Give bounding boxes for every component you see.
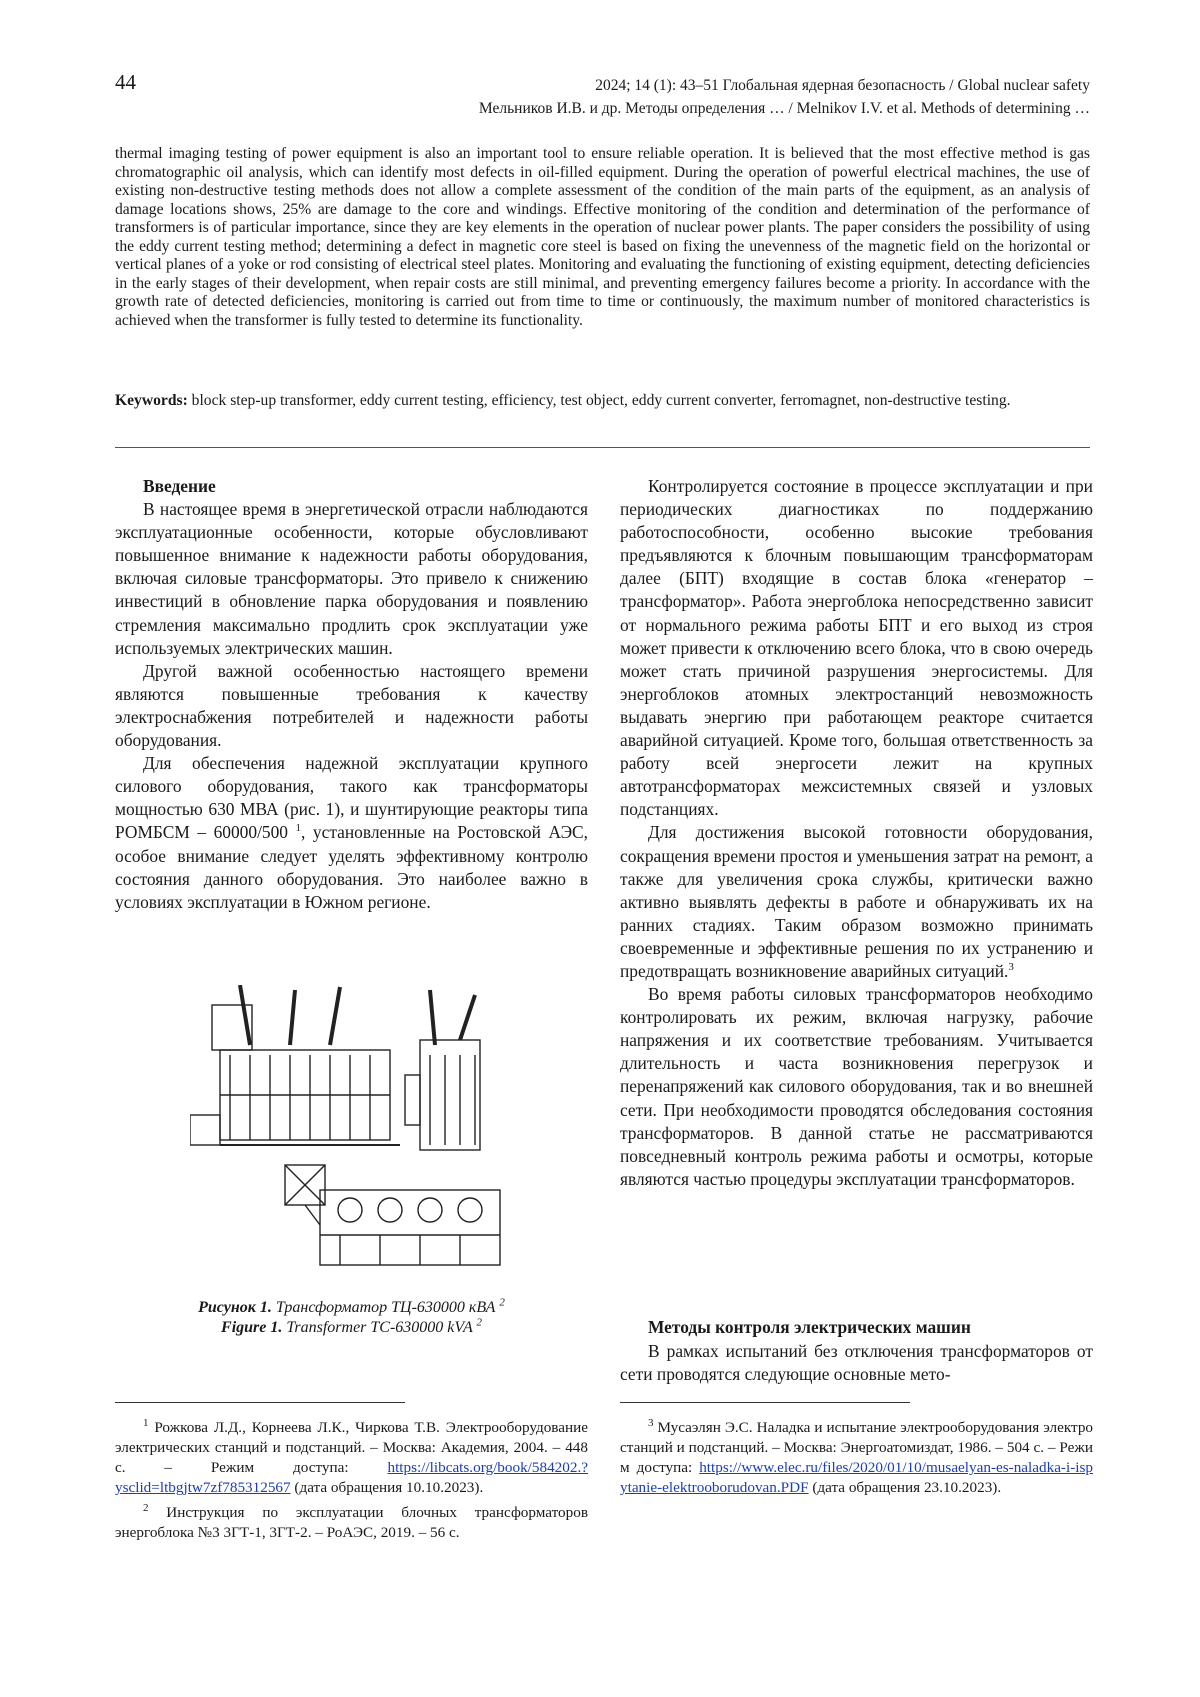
paragraph: Контролируется состояние в процессе эксплуатации и при периодических диагностиках по поддержанию работоспособности, особенно высокие требования предъявляются к блочным повышающим трансформаторам далее (БПТ) входящие в состав блока «генератор – трансформатор». Работа энергоблока непосредственно зависит от нормального режима работы БПТ и его выход из строя может привести к отключению всего блока, что в свою очередь может стать причиной разрушения энергосистемы. Для энергоблоков атомных электростанций невозможность выдавать энергию при работающем реакторе считается аварийной ситуацией. Кроме того, большая ответственность за работу всей энергосети лежит на крупных автотрансформаторах межсистемных связей и узловых подстанциях. — [620, 475, 1093, 821]
footnote-ref[interactable]: 1 — [296, 823, 302, 835]
caption-label: Figure 1. — [221, 1319, 282, 1336]
page-number: 44 — [115, 70, 136, 95]
methods-heading: Методы контроля электрических машин — [620, 1317, 1093, 1338]
footnote-text: Рожкова Л.Д., Корнеева Л.К., Чиркова Т.В. Электрооборудование электрических станций и подстанций. – Москва: Академия, 2004. – 448 с. – Режим доступа: — [115, 1419, 588, 1476]
intro-heading: Введение — [115, 475, 588, 498]
footnote-date: (дата обращения 23.10.2023). — [812, 1479, 1001, 1496]
footnote — [115, 1413, 588, 1498]
footnote-date: (дата обращения 10.10.2023). — [294, 1479, 483, 1496]
paragraph — [620, 821, 1093, 983]
footnote-ref[interactable]: 2 — [499, 1297, 505, 1309]
footnote-text: Инструкция по эксплуатации блочных трансформаторов энергоблока №3 3ГТ-1, 3ГТ-2. – РоАЭС, 2019. – 56 с. — [115, 1504, 588, 1541]
top-view-tank — [320, 1190, 500, 1265]
text: Для достижения высокой готовности оборудования, сокращения времени простоя и уменьшения затрат на ремонт, а также для увеличения срока службы, критически важно активно выявлять дефекты в работе и обнаруживать их на ранних стадиях. Таким образом возможно принимать своевременные и эффективные решения по их устранению и предотвращать возникновение аварийных ситуаций. — [620, 822, 1093, 981]
keywords-label: Keywords: — [115, 392, 188, 409]
end-view — [420, 1040, 480, 1150]
right-column-continued — [620, 1340, 1093, 1386]
footnote-link[interactable]: https://www.elec.ru/files/2020/01/10/musaelyan-es-naladka-i-ispytanie-elektrooborudovan.PDF — [620, 1459, 1093, 1496]
figure-caption — [115, 1298, 588, 1338]
footnote-number: 1 — [143, 1417, 149, 1429]
left-column — [115, 475, 588, 914]
caption-ru — [115, 1298, 588, 1318]
footnotes-left — [115, 1413, 588, 1543]
bushing — [330, 987, 340, 1045]
footnote — [115, 1498, 588, 1543]
footnote-number: 3 — [648, 1417, 654, 1429]
journal-header: 2024; 14 (1): 43–51 Глобальная ядерная безопасность / Global nuclear safety — [595, 77, 1090, 95]
footnote-number: 2 — [143, 1502, 149, 1514]
footnote-link[interactable]: https://libcats.org/book/584202.?ysclid=ltbgjtw7zf785312567 — [115, 1459, 588, 1496]
section-divider — [115, 447, 1090, 448]
footnote-divider — [115, 1402, 405, 1403]
caption-text: Transformer TC-630000 kVA — [286, 1319, 472, 1336]
keywords — [115, 391, 1090, 410]
paragraph — [115, 752, 588, 914]
caption-en — [115, 1318, 588, 1338]
right-column — [620, 475, 1093, 1191]
paragraph: Во время работы силовых трансформаторов необходимо контролировать их режим, включая нагрузку, рабочие напряжения и их соответствие требованиям. Учитывается длительность и часта возникновения перегрузок и перенапряжений как силового оборудования, так и во внешней сети. При необходимости проводятся обследования состояния трансформаторов. В данной статье не рассматриваются повседневный контроль режима работы и осмотры, которые являются частью процедуры эксплуатации трансформаторов. — [620, 983, 1093, 1191]
caption-label: Рисунок 1. — [198, 1299, 272, 1316]
footnote-divider — [620, 1402, 910, 1403]
paragraph: В настоящее время в энергетической отрасли наблюдаются эксплуатационные особенности, которые обусловливают повышенное внимание к надежности работы оборудования, включая силовые трансформаторы. Это привело к снижению инвестиций в обновление парка оборудования и появлению стремления максимально продлить срок эксплуатации уже используемых электрических машин. — [115, 498, 588, 660]
footnote-ref[interactable]: 3 — [1008, 961, 1014, 973]
abstract-text: thermal imaging testing of power equipment is also an important tool to ensure reliable operation. It is believed that the most effective method is gas chromatographic oil analysis, which can identify most defects in oil-filled equipment. During the operation of powerful electrical machines, the use of existing non-destructive testing methods does not allow a complete assessment of the condition of the main parts of the equipment, as an analysis of damage locations shows, 25% are damage to the core and windings. Effective monitoring of the condition and determination of the performance of transformers is of particular importance, since they are key elements in the operation of nuclear power plants. The paper considers the possibility of using the eddy current testing method; determining a defect in magnetic core steel is based on fixing the unevenness of the magnetic field on the horizontal or vertical planes of a yoke or rod consisting of electrical steel plates. Monitoring and evaluating the functioning of existing equipment, detecting deficiencies in the early stages of their development, when repair costs are still minimal, and preventing emergency failures become a priority. In accordance with the growth rate of detected deficiencies, monitoring is carried out from time to time or continuously, the maximum number of monitored characteristics is achieved when the transformer is fully tested to determine its functionality. — [115, 145, 1090, 330]
bushing — [240, 985, 250, 1045]
footnotes-right — [620, 1413, 1093, 1498]
transformer-drawing — [190, 985, 520, 1285]
bushing — [290, 990, 295, 1045]
caption-text: Трансформатор ТЦ-630000 кВА — [276, 1299, 495, 1316]
text: Для обеспечения надежной эксплуатации крупного силового оборудования, такого как трансформаторы мощностью 630 МВА (рис. 1), и шунтирующие реакторы типа РОМБСМ – 60000/500 — [115, 753, 588, 842]
paragraph: В рамках испытаний без отключения трансформаторов от сети проводятся следующие основные мето- — [620, 1340, 1093, 1386]
running-title: Мельников И.В. и др. Методы определения … / Melnikov I.V. et al. Methods of determining … — [479, 100, 1090, 118]
footnote-ref[interactable]: 2 — [476, 1317, 482, 1329]
paragraph: Другой важной особенностью настоящего времени являются повышенные требования к качеству электроснабжения потребителей и надежности работы оборудования. — [115, 660, 588, 752]
keywords-text: block step-up transformer, eddy current testing, efficiency, test object, eddy current converter, ferromagnet, non-destructive testing. — [192, 392, 1011, 409]
text: , установленные на Ростовской АЭС, особое внимание следует уделять эффективному контролю состояния данного оборудования. Это наиболее важно в условиях эксплуатации в Южном регионе. — [115, 822, 588, 911]
footnote — [620, 1413, 1093, 1498]
footnote-text: Мусаэлян Э.С. Наладка и испытание электрооборудования электростанций и подстанций. – Москва: Энергоатомиздат, 1986. – 504 с. – Режим доступа: — [620, 1419, 1093, 1476]
